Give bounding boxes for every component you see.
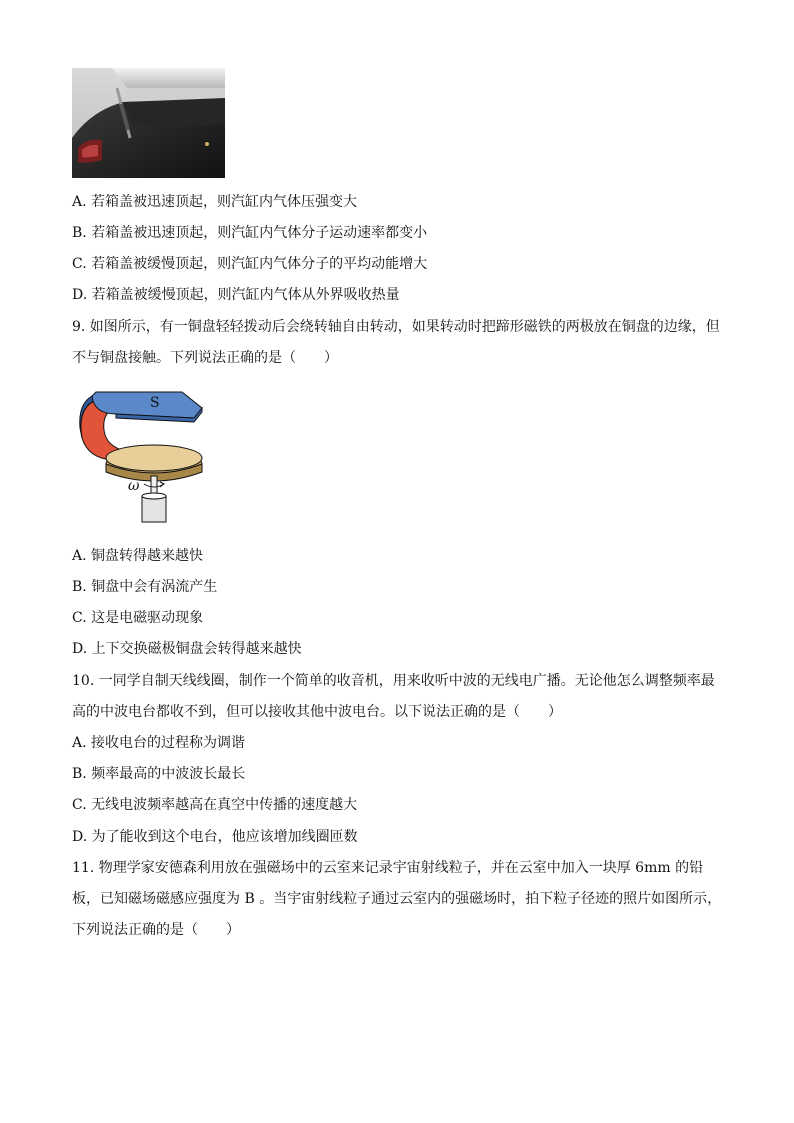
q8-option-a: A. 若箱盖被迅速顶起，则汽缸内气体压强变大 [72, 194, 358, 210]
omega-label: ω [128, 478, 140, 494]
q11-stem-line-3: 下列说法正确的是（ ） [72, 922, 240, 938]
q8-option-c: C. 若箱盖被缓慢顶起，则汽缸内气体分子的平均动能增大 [72, 256, 428, 272]
q9-stem-line-2: 不与铜盘接触。下列说法正确的是（ ） [72, 350, 338, 366]
q10-option-a: A. 接收电台的过程称为调谐 [72, 735, 246, 751]
q8-option-d: D. 若箱盖被缓慢顶起，则汽缸内气体从外界吸收热量 [72, 287, 400, 303]
q9-option-b: B. 铜盘中会有涡流产生 [72, 579, 218, 595]
q10-stem-line-2: 高的中波电台都收不到，但可以接收其他中波电台。以下说法正确的是（ ） [72, 704, 562, 720]
magnet-copper-disc-figure [72, 378, 222, 528]
magnet-pole-label: S [150, 395, 160, 411]
q10-option-d: D. 为了能收到这个电台，他应该增加线圈匝数 [72, 829, 358, 845]
q9-stem-line-1: 9. 如图所示，有一铜盘轻轻拨动后会绕转轴自由转动，如果转动时把蹄形磁铁的两极放在铜盘的边缘，但 [72, 319, 720, 335]
q11-stem-line-2: 板，已知磁场磁感应强度为 B 。当宇宙射线粒子通过云室内的强磁场时，拍下粒子径迹的照片如图所示， [72, 891, 722, 907]
q9-option-c: C. 这是电磁驱动现象 [72, 610, 204, 626]
q9-option-d: D. 上下交换磁极铜盘会转得越来越快 [72, 641, 302, 657]
q11-stem-line-1: 11. 物理学家安德森利用放在强磁场中的云室来记录宇宙射线粒子，并在云室中加入一块厚 6mm 的铅 [72, 860, 704, 876]
q8-option-b: B. 若箱盖被迅速顶起，则汽缸内气体分子运动速率都变小 [72, 225, 428, 241]
car-trunk-photo [72, 68, 225, 178]
q10-option-b: B. 频率最高的中波波长最长 [72, 766, 246, 782]
q10-option-c: C. 无线电波频率越高在真空中传播的速度越大 [72, 797, 358, 813]
q10-stem-line-1: 10. 一同学自制天线线圈，制作一个简单的收音机，用来收听中波的无线电广播。无论他怎么调整频率最 [72, 673, 715, 689]
q9-option-a: A. 铜盘转得越来越快 [72, 548, 204, 564]
